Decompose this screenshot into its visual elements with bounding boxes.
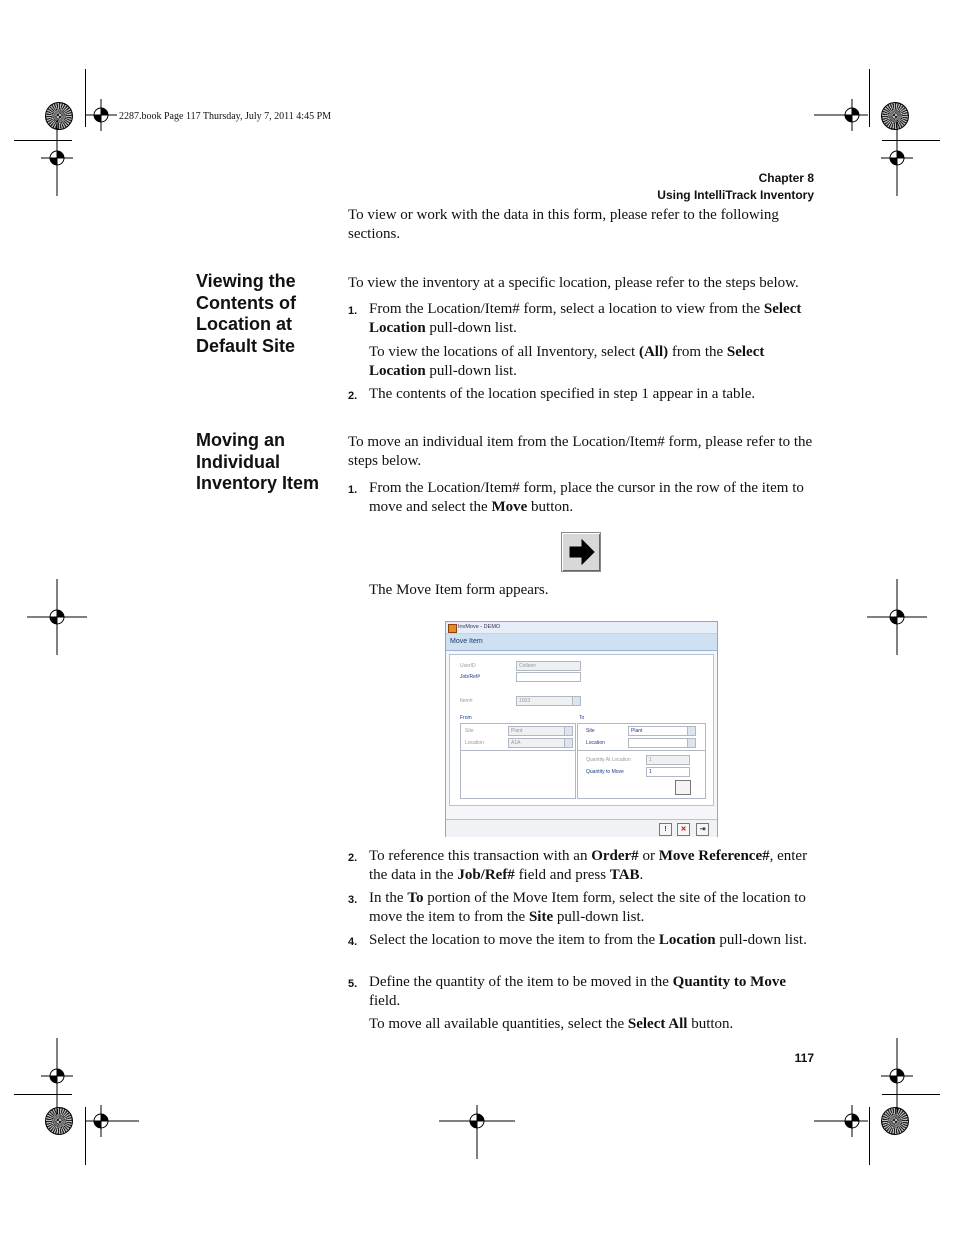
section2-note: To move all available quantities, select the Select All button. bbox=[369, 1016, 734, 1032]
right-arrow-icon bbox=[562, 533, 600, 571]
section2-step-5: 5. Define the quantity of the item to be moved in the Quantity to Move field. bbox=[348, 974, 786, 1009]
exit-icon: ⇥ bbox=[696, 823, 709, 836]
section2-step-1: 1. From the Location/Item# form, place the cursor in the row of the item to move and select the Move button. bbox=[348, 480, 804, 515]
form-appears-text: The Move Item form appears. bbox=[369, 582, 549, 598]
form-toolbar bbox=[446, 819, 717, 837]
section2-step-2: 2. To reference this transaction with an Order# or Move Reference#, enter the data in the Job/Ref# field and press TAB. bbox=[348, 848, 808, 883]
cancel-icon: ✕ bbox=[677, 823, 690, 836]
tab-move-item: Move Item bbox=[446, 634, 717, 651]
section1-step-1: 1. From the Location/Item# form, select a location to view from the Select Location pull-down list. bbox=[348, 301, 802, 336]
app-icon bbox=[448, 624, 457, 633]
section2-step-3: 3. In the To portion of the Move Item form, select the site of the location to move the item to from the Site pull-down list. bbox=[348, 890, 806, 925]
move-item-form-screenshot bbox=[445, 621, 718, 837]
chapter-label: Chapter 8 bbox=[758, 171, 814, 185]
section-heading-moving: Moving an Individual Inventory Item bbox=[196, 430, 320, 493]
chapter-title: Using IntelliTrack Inventory bbox=[657, 188, 814, 202]
section2-step-4: 4. Select the location to move the item to from the Location pull-down list. bbox=[348, 932, 807, 948]
intro-paragraph: To view or work with the data in this form, please refer to the following sections. bbox=[348, 207, 779, 242]
form-panel: UserID Colleen Job/Ref# Item# 1003 From To Site Plant Location A1A Site Plant Location Quantity At Location 1 Quantity to Move 1 bbox=[449, 654, 714, 806]
section1-step-2: 2. The contents of the location specified in step 1 appear in a table. bbox=[348, 386, 756, 402]
window-titlebar: InvMove - DEMO bbox=[446, 622, 717, 634]
move-button-image bbox=[561, 532, 601, 572]
alert-icon: ! bbox=[659, 823, 672, 836]
section-heading-viewing: Viewing the Contents of Location at Default Site bbox=[196, 271, 296, 356]
section1-lead: To view the inventory at a specific location, please refer to the steps below. bbox=[348, 275, 799, 291]
section2-lead: To move an individual item from the Location/Item# form, please refer to the steps below. bbox=[348, 434, 813, 469]
print-slug: 2287.book Page 117 Thursday, July 7, 2011 4:45 PM bbox=[119, 111, 332, 122]
section1-note: To view the locations of all Inventory, select (All) from the Select Location pull-down list. bbox=[369, 344, 765, 379]
select-all-icon bbox=[675, 780, 691, 795]
page-number: 117 bbox=[794, 1051, 814, 1065]
